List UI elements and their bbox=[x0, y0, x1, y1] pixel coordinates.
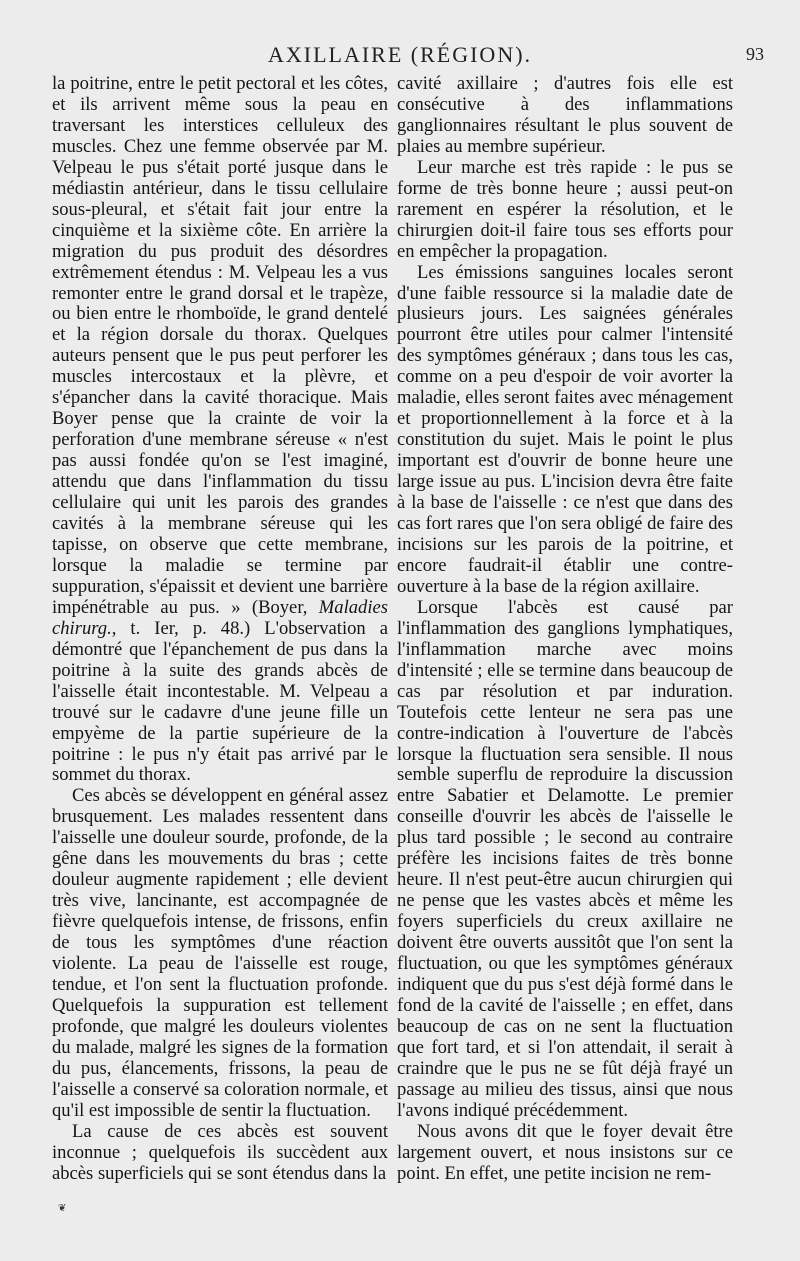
paragraph: Leur marche est très rapide : le pus se forme de très bonne heure ; aussi peut-on rarement en espérer la résolution, et le chirurgien doit-il faire tous ses efforts pour en empêcher la propagation. bbox=[397, 156, 733, 262]
paragraph: cavité axillaire ; d'autres fois elle est consécutive à des inflammations ganglionnaires résultant le plus souvent de plaies au membre supérieur. bbox=[397, 73, 733, 157]
page-number: 93 bbox=[746, 44, 764, 64]
paragraph-text: la poitrine, entre le petit pectoral et les côtes, et ils arrivent même sous la peau en traversant les interstices celluleux des muscles. Chez une femme observée par M. Velpeau le pus s'était porté jusque dans le médiastin antérieur, dans le tissu cellulaire sous-pleural, et s'était fait jour entre la cinquième et la sixième côte. En arrière la migration du pus produit des désordres extrêmement étendus : M. Velpeau les a vus remonter entre le grand dorsal et le trapèze, ou bien entre le rhomboïde, le grand dentelé et la région dorsale du thorax. Quelques auteurs pensent que le pus peut perforer les muscles intercostaux et la plèvre, et s'épancher dans la cavité thoracique. Mais Boyer pense que la crainte de voir la perforation d'une membrane séreuse « n'est pas aussi fondée qu'on se l'est imaginé, attendu que dans l'inflammation du tissu cellulaire qui unit les parois des grandes cavités à la membrane séreuse qui les tapisse, on observe que cette membrane, lorsque la maladie se termine par suppuration, s'épaissit et devient une barrière impénétrable au pus. » (Boyer, bbox=[52, 73, 388, 618]
paragraph bbox=[52, 74, 388, 786]
left-column bbox=[52, 74, 388, 1185]
page-title: AXILLAIRE (RÉGION). bbox=[267, 42, 533, 67]
right-column bbox=[397, 74, 733, 1185]
paragraph: Les émissions sanguines locales seront d'une faible ressource si la maladie date de plusieurs jours. Les saignées générales pourront être utiles pour calmer l'intensité des symptômes généraux ; dans tous les cas, comme on a peu d'espoir de voir avorter la maladie, elles seront faites avec ménagement et proportionnellement à la force et à la constitution du sujet. Mais le point le plus important est d'ouvrir de bonne heure une large issue au pus. L'incision devra être faite à la base de l'aisselle : ce n'est que dans des cas fort rares que l'on sera obligé de faire des incisions sur les parois de la poitrine, et encore faudrait-il établir une contre-ouverture à la base de la région axillaire. bbox=[397, 261, 733, 597]
paragraph: Nous avons dit que le foyer devait être largement ouvert, et nous insistons sur ce point. En effet, une petite incision ne rem- bbox=[397, 1120, 733, 1184]
printer-mark-icon: ❦ bbox=[58, 1203, 67, 1214]
paragraph: Lorsque l'abcès est causé par l'inflammation des ganglions lymphatiques, l'inflammation marche avec moins d'intensité ; elle se termine dans beaucoup de cas par résolution et par induration. Toutefois cette lenteur ne sera pas une contre-indication à l'ouverture de l'abcès lorsque la fluctuation sera sensible. Il nous semble superflu de reproduire la discussion entre Sabatier et Delamotte. Le premier conseille d'ouvrir les abcès de l'aisselle le plus tard possible ; le second au contraire préfère les incisions faites de très bonne heure. Il n'est peut-être aucun chirurgien qui ne pense que les vastes abcès et même les foyers superficiels du creux axillaire ne doivent être ouverts aussitôt que l'on sent la fluctuation, ou que les symptômes généraux indiquent que du pus s'est déjà formé dans le fond de la cavité de l'aisselle ; en effet, dans beaucoup de cas on ne sent la fluctuation que fort tard, et si l'on attendait, il serait à craindre que le pus ne se fût déjà frayé un passage au milieu des tissus, ainsi que nous l'avons indiqué précédemment. bbox=[397, 596, 733, 1121]
paragraph: La cause de ces abcès est souvent inconnue ; quelquefois ils succèdent aux abcès superficiels qui se sont étendus dans la bbox=[52, 1120, 388, 1184]
citation-title: Maladies chirurg. bbox=[52, 596, 388, 639]
paragraph-text: , t. Ier, p. 48.) L'observation a démontré que l'épanchement de pus dans la poitrine à la suite des grands abcès de l'aisselle était incontestable. M. Velpeau a trouvé sur le cadavre d'une jeune fille un empyème de la partie supérieure de la poitrine : le pus n'y était pas arrivé par le sommet du thorax. bbox=[52, 617, 388, 786]
paragraph: Ces abcès se développent en général assez brusquement. Les malades ressentent dans l'aisselle une douleur sourde, profonde, de la gêne dans les mouvements du bras ; cette douleur augmente rapidement ; elle devient très vive, lancinante, est accompagnée de fièvre quelquefois intense, de frissons, enfin de tous les symptômes d'une réaction violente. La peau de l'aisselle est rouge, tendue, et l'on sent la fluctuation profonde. Quelquefois la suppuration est tellement profonde, que malgré les douleurs violentes du malade, malgré les signes de la formation du pus, élancements, frissons, la peau de l'aisselle a conservé sa coloration normale, et qu'il est impossible de sentir la fluctuation. bbox=[52, 785, 388, 1121]
running-header bbox=[0, 42, 800, 68]
